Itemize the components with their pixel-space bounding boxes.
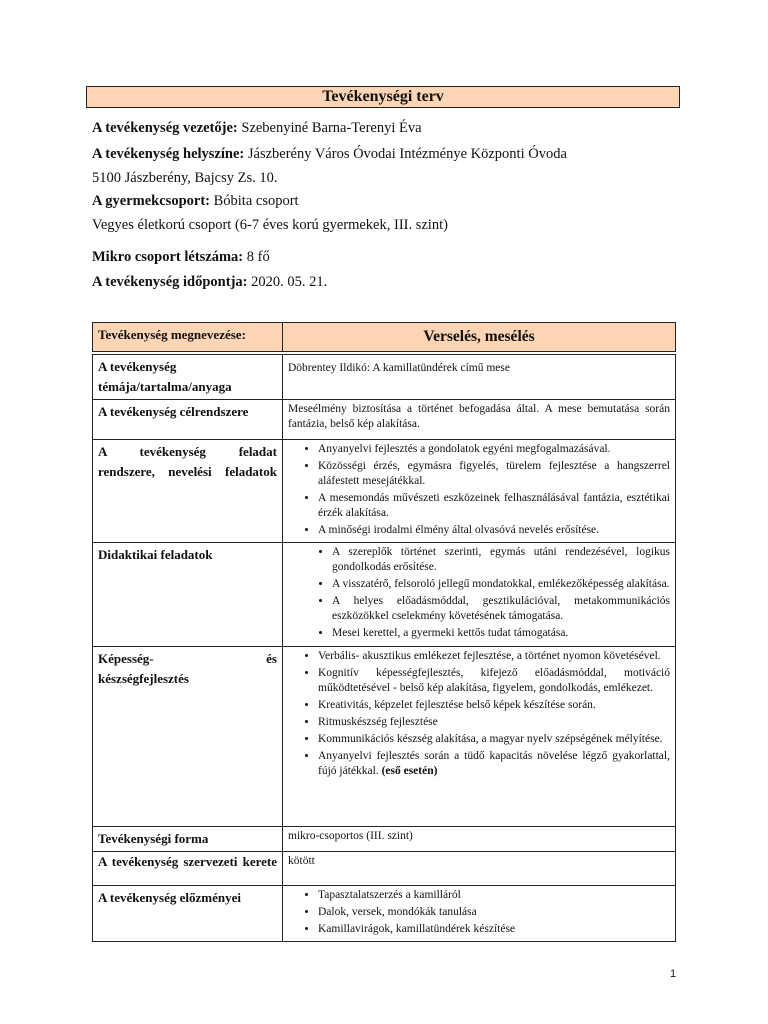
skills-label xyxy=(93,647,283,827)
table-row xyxy=(93,852,676,886)
table-row xyxy=(93,647,676,827)
activity-name-label: Tevékenység megnevezése: xyxy=(93,323,283,352)
skills-value xyxy=(283,647,676,827)
topic-value xyxy=(283,355,676,400)
document-title: Tevékenységi terv xyxy=(86,86,680,108)
list-item: • Kamillavirágok, kamillatündérek készítése xyxy=(318,922,670,937)
topic-label: A tevékenység témája/tartalma/anyaga xyxy=(93,355,283,400)
frame-label: A tevékenység szervezeti kerete xyxy=(93,852,283,886)
leader-line xyxy=(92,120,692,137)
list-item: • A visszatérő, felsoroló jellegű mondatokkal, emlékezőképesség alakítása. xyxy=(332,577,670,592)
list-item: • Kreativitás, képzelet fejlesztése belső képek készítése során. xyxy=(318,698,670,713)
table-row xyxy=(93,827,676,852)
skills-label-top xyxy=(98,649,277,669)
list-item: • Mesei kerettel, a gyermeki kettős tudat támogatása. xyxy=(332,626,670,641)
micro-group-line xyxy=(92,249,692,266)
group-line xyxy=(92,193,692,210)
leader-value: Szebenyiné Barna-Terenyi Éva xyxy=(237,120,422,136)
group-value: Bóbita csoport xyxy=(209,193,299,209)
goal-label: A tevékenység célrendszere xyxy=(93,400,283,440)
table-row xyxy=(93,543,676,647)
list-item: • Ritmuskészség fejlesztése xyxy=(318,715,670,730)
table-row xyxy=(93,440,676,543)
list-item: • Tapasztalatszerzés a kamilláról xyxy=(318,888,670,903)
skills-last-bold: (eső esetén) xyxy=(381,765,438,777)
list-item: • Verbális- akusztikus emlékezet fejlesztése, a történet nyomon követésével. xyxy=(318,649,670,664)
list-item: • A szereplők történet szerinti, egymás utáni rendezésével, logikus gondolkodás erősítése. xyxy=(332,545,670,575)
table-row xyxy=(93,355,676,400)
skills-label-a: Képesség- xyxy=(98,651,154,666)
tasks-value xyxy=(283,440,676,543)
date-label: A tevékenység időpontja: xyxy=(92,274,248,290)
form-label: Tevékenységi forma xyxy=(93,827,283,852)
list-item: • Anyanyelvi fejlesztés a gondolatok egyéni megfogalmazásával. xyxy=(318,442,670,457)
didactic-value xyxy=(283,543,676,647)
location-label: A tevékenység helyszíne: xyxy=(92,146,245,162)
table-row xyxy=(93,400,676,440)
list-item: • A helyes előadásmóddal, gesztikulációval, metakommunikációs eszközökkel cselekmény követésének támogatása. xyxy=(332,594,670,624)
list-item: • Kognitív képességfejlesztés, kifejező előadásmóddal, motiváció működtetésével - belső kép alakítása, figyelem, gondolkodás, emlékezet. xyxy=(318,666,670,696)
list-item: • Közösségi érzés, egymásra figyelés, türelem fejlesztése a hangszerrel aláfestett mesejátékkal. xyxy=(318,459,670,489)
tasks-label: A tevékenység feladat rendszere, nevelési feladatok xyxy=(93,440,283,543)
location-value: Jászberény Város Óvodai Intézménye Központi Óvoda xyxy=(244,146,567,162)
activity-name-value: Verselés, mesélés xyxy=(283,323,676,352)
list-item xyxy=(318,749,670,779)
activity-plan-table xyxy=(92,354,676,942)
micro-group-value: 8 fő xyxy=(243,249,270,265)
group-label: A gyermekcsoport: xyxy=(92,193,210,209)
didactic-label: Didaktikai feladatok xyxy=(93,543,283,647)
list-item: • Kommunikációs készség alakítása, a magyar nyelv szépségének mélyítése. xyxy=(318,732,670,747)
frame-value: kötött xyxy=(283,852,676,886)
date-value: 2020. 05. 21. xyxy=(247,274,328,290)
address-line: 5100 Jászberény, Bajcsy Zs. 10. xyxy=(92,170,278,186)
goal-value: Meseélmény biztosítása a történet befogadása által. A mese bemutatása során fantázia, belső kép alakítása. xyxy=(283,400,676,440)
list-item: • A mesemondás művészeti eszközeinek felhasználásával fantázia, esztétikai érzék alakítása. xyxy=(318,491,670,521)
location-line xyxy=(92,146,692,163)
table-row xyxy=(93,886,676,942)
activity-header-table xyxy=(92,322,676,352)
header-row xyxy=(93,323,676,352)
date-line xyxy=(92,274,692,291)
leader-label: A tevékenység vezetője: xyxy=(92,120,238,136)
antecedents-label: A tevékenység előzményei xyxy=(93,886,283,942)
skills-label-b: és xyxy=(266,651,277,666)
skills-last-text: Anyanyelvi fejlesztés során a tüdő kapacitás növelése légző gyakorlattal, fújó játékkal. xyxy=(318,750,670,777)
topic-text: Döbrentey Ildikó: A kamillatündérek című mese xyxy=(288,362,510,374)
form-value: mikro-csoportos (III. szint) xyxy=(283,827,676,852)
skills-label-c: készségfejlesztés xyxy=(98,671,189,686)
group-description: Vegyes életkorú csoport (6-7 éves korú gyermekek, III. szint) xyxy=(92,217,448,233)
page-number: 1 xyxy=(670,968,677,980)
antecedents-value xyxy=(283,886,676,942)
list-item: • A minőségi irodalmi élmény által olvasóvá nevelés erősítése. xyxy=(318,523,670,538)
list-item: • Dalok, versek, mondókák tanulása xyxy=(318,905,670,920)
micro-group-label: Mikro csoport létszáma: xyxy=(92,249,244,265)
